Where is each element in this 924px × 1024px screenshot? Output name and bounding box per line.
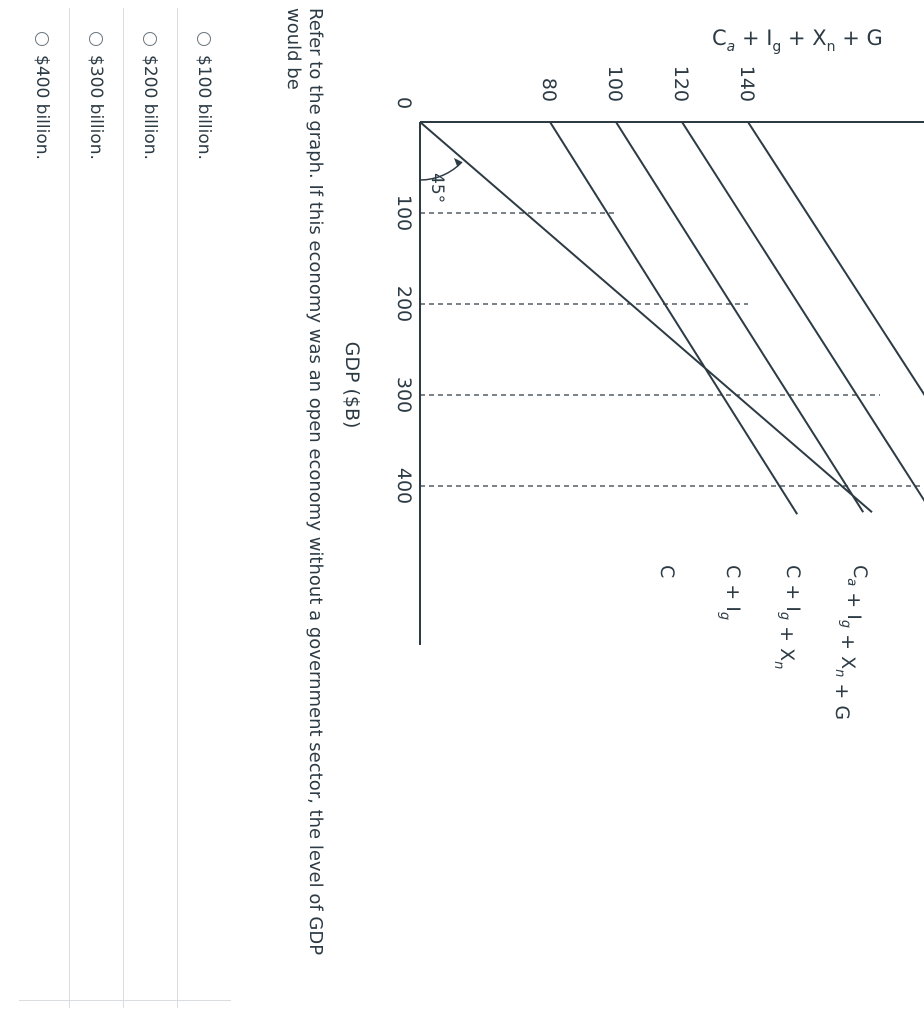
x-tick-label: 400 [393,467,415,505]
x-axis-label: GDP ($B) [341,341,363,429]
series-label-4: $C_a + I_g + X_n + G$ [831,565,871,721]
answer-option-3[interactable] [70,8,124,1008]
series-label-2: $C + I_g$ [717,565,744,621]
y-tick-label: 80 [538,77,560,102]
answer-label-4[interactable]: $400 billion. [32,55,53,160]
aggregate-expenditure-chart [324,0,924,1024]
x-tick-label: 300 [393,376,415,414]
angle-label: 45° [427,173,447,204]
radio-button-3[interactable] [90,32,104,46]
answer-label-2[interactable]: $200 billion. [140,55,161,160]
y-tick-label: 120 [670,65,692,102]
answer-label-1[interactable]: $100 billion. [194,55,215,160]
radio-button-2[interactable] [144,32,158,46]
series-label-3: $C + I_g + X_n$ [771,565,804,670]
origin-label: 0 [393,96,415,110]
y-axis-label: $C_a + I_g + X_n + G$ [712,26,883,55]
x-tick-label: 200 [393,285,415,323]
radio-button-4[interactable] [36,32,50,46]
line-45-degree [420,122,872,512]
answer-list [16,8,231,1008]
y-tick-label: 100 [604,65,626,102]
answer-label-3[interactable]: $300 billion. [86,55,107,160]
answer-option-1[interactable] [178,8,231,1008]
ae-line-4 [748,122,924,504]
answers-right-border [19,1000,231,1001]
ae-line-1 [550,122,797,514]
question-text: Refer to the graph. If this economy was an open economy without a government sector, the level of GDP would be [283,8,326,956]
y-tick-label: 140 [736,65,758,102]
x-tick-label: 100 [393,194,415,232]
radio-button-1[interactable] [198,32,212,46]
ae-line-2 [616,122,863,512]
answer-option-2[interactable] [124,8,178,1008]
ae-line-3 [682,122,924,508]
angle-arrowhead [454,158,462,166]
answer-option-4[interactable] [16,8,70,1008]
series-label-1: C [656,565,678,579]
